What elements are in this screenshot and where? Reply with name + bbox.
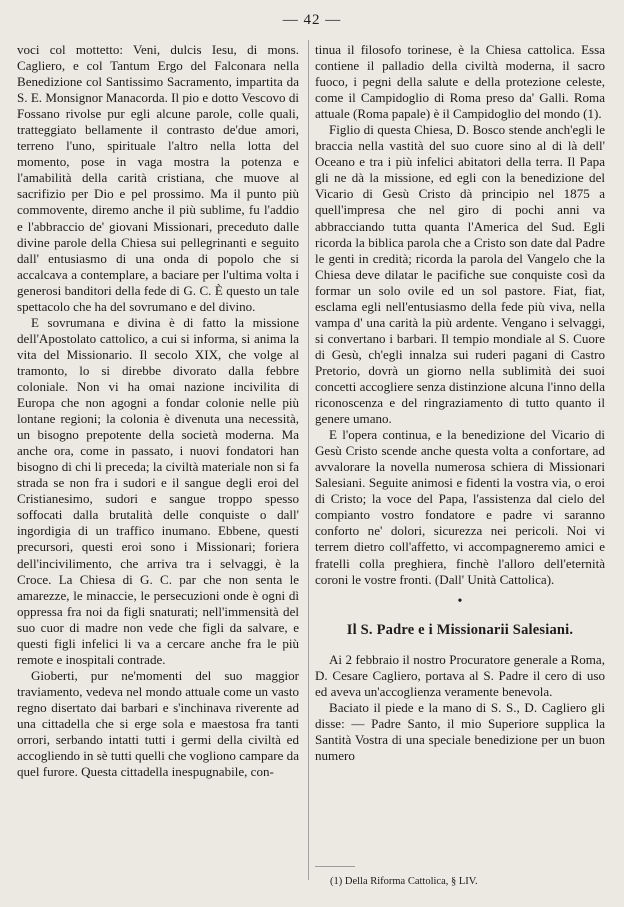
paragraph: Figlio di questa Chiesa, D. Bosco stende anch'egli le braccia nella vastità del suo cuore sino al di là dell' Oceano e tra i più infelici abitatori della terra. Il Papa gli ne dà la missione, ed egli con la benedizione del Vicario di Gesù Cristo dà principio nel 1875 a quell'impresa che nel giro di pochi anni va abbracciando tutta quanta l'America del Sud. Egli ricorda la biblica parola che a Cristo son date dal Padre le genti in credità; ricorda la parola del Vangelo che la Chiesa deve dilatar le pacifiche sue conquiste così da formar un solo ovile ed un sol pastore. Fiat, fiat, esclama egli nell'entusiasmo della fede più viva, nella vampa d' una carità la più ardente. Vengano i selvaggi, si convertano i barbari. Il tempio mondiale al S. Cuore di Gesù, ch'egli innalza sui ruderi pagani di Castro Pretorio, dovrà un giorno nella sublimità dei suoi concetti accogliere senza distinzione alcuna l'inno della riconoscenza e del ringraziamento di tutto quanto il genere umano.	[315, 122, 605, 427]
paragraph: Baciato il piede e la mano di S. S., D. Cagliero gli disse: — Padre Santo, il mio Superiore supplica la Santità Vostra di una speciale benedizione per un buon numero	[315, 699, 605, 763]
left-column	[17, 42, 299, 780]
section-heading: Il S. Padre e i Missionarii Salesiani.	[346, 621, 574, 638]
paragraph: Ai 2 febbraio il nostro Procuratore generale a Roma, D. Cesare Cagliero, portava al S. Padre il cero di uso ed aveva un'accoglienza veramente benevola.	[315, 651, 605, 699]
paragraph: Gioberti, pur ne'momenti del suo maggior traviamento, vedeva nel mondo attuale come un vasto regno disertato dai barbari e s'inchinava riverente ad una cittadella che si erge sola e maestosa fra tanti orrori, serbando intatti tutti i germi della civiltà ed accogliendo in sè tutti quelli che vogliono campare da quel furore. Questa cittadella inespugnabile, con-	[17, 667, 299, 780]
paragraph: tinua il filosofo torinese, è la Chiesa cattolica. Essa contiene il palladio della civiltà moderna, il sacro fuoco, i pegni della salute e della protezione celeste, come il Campidoglio di Roma preso da' Galli. Roma attuale (Roma papale) è il Campidoglio del mondo (1).	[315, 42, 605, 122]
right-column	[315, 42, 605, 764]
column-divider	[308, 40, 309, 880]
footnote-rule	[315, 866, 355, 867]
section-separator: •	[457, 593, 463, 609]
paragraph: E sovrumana e divina è di fatto la missione dell'Apostolato cattolico, a cui si informa, si anima la vita del Missionario. Il secolo XIX, che volge al tramonto, lo si direbbe divorato dalla febbre coloniale. Non vi ha omai nazione incivilita di Europa che non agogni a fondar colonie nelle più lontane regioni; la colonia è divenuta una necessità, un bisogno prepotente della società moderna. Ma anche ora, come in passato, i nuovi fondatori han bisogno di chi li preceda; la civiltà materiale non si fa strada se non fra i sudori e il sangue degli eroi del Cristianesimo, sudori e sangue troppo spesso soffocati dalla brutalità delle conquiste o dall' ingordigia di un traffico inumano. Ebbene, questi precursori, questi eroi sono i Missionari; foriera dell'incivilimento, che arriva tra i selvaggi, è la Croce. La Chiesa di G. C. par che non senta le amarezze, le minaccie, le persecuzioni onde è ogni dì oppressa fra noi da figli snaturati; nell'immensità del suo cuor di madre non vede che figli da salvare, e questi figli infelici li va a cercare anche fra le più remote e inospitali contrade.	[17, 314, 299, 667]
paragraph: E l'opera continua, e la benedizione del Vicario di Gesù Cristo scende anche questa volta a confortare, ad avvalorare la novella numerosa schiera di Missionari Salesiani. Seguite animosi e fidenti la vostra via, o eroi di Cristo; la voce del Papa, l'assistenza dal cielo del compianto vostro fondatore e padre vi saranno conforto ne' dolori, sicurezza nei pericoli. Noi vi terrem dietro coll'affetto, vi accompagneremo amici e fratelli colla preghiera, finchè l'alloro dell'eternità coroni le vostre fronti. (Dall' Unità Cattolica).	[315, 427, 605, 587]
page-number: — 42 —	[282, 12, 342, 28]
paragraph: voci col mottetto: Veni, dulcis Iesu, di mons. Cagliero, e col Tantum Ergo del Falconara nella Benedizione col Santissimo Sacramento, impartita da S. E. Monsignor Manacorda. Il pio e dotto Vescovo di Fossano rivolse pur egli alcune parole, colle quali, tratteggiato bellamente il contrasto de'due amori, terreno l'uno, spirituale l'altro nella lotta del momento, pose in vaga mostra la potenza e l'amabilità della carità cristiana, che muove al sacrifizio per Dio e pel prossimo. Ma il punto più commovente, diremo anche il più sublime, fu l'addio e l'abbraccio de' giovani Missionari, preceduto dalle divine parole della Chiesa sui pellegrinanti e seguito dall' entusiasmo di una onda di popolo che si accalcava a contemplare, a baciare per l'ultima volta i generosi banditori della fede di G. C. È questo un tale spettacolo che ha del sovrumano e del divino.	[17, 42, 299, 314]
footnote: (1) Della Riforma Cattolica, § LIV.	[330, 876, 478, 887]
